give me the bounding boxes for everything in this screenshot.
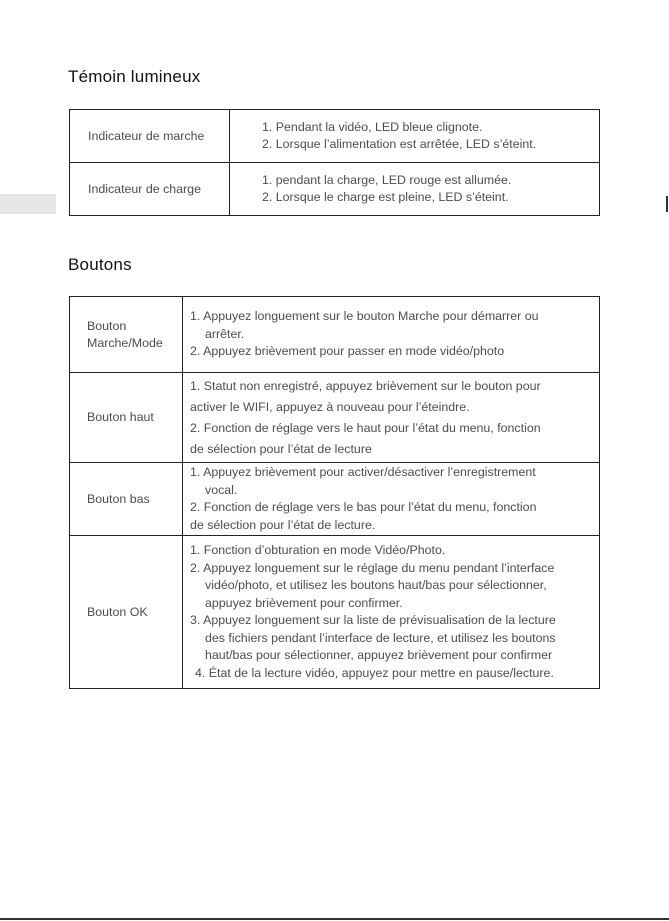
description-line: 4. État de la lecture vidéo, appuyez pour mettre en pause/lecture. <box>195 665 554 680</box>
section-title-boutons: Boutons <box>68 255 132 274</box>
description-line: 2. Appuyez brièvement pour passer en mode vidéo/photo <box>190 344 505 359</box>
description-line: 1. Statut non enregistré, appuyez brièvement sur le bouton pour <box>190 378 541 393</box>
description-line: de sélection pour l’état de lecture. <box>190 517 376 532</box>
description-line: 2. Fonction de réglage vers le bas pour l’état du menu, fonction <box>190 500 537 514</box>
description-line: haut/bas pour sélectionner, appuyez brièvement pour confirmer <box>205 648 553 662</box>
table-row <box>70 463 600 536</box>
row-label: Indicateur de charge <box>70 163 230 216</box>
description-line: vocal. <box>205 482 238 497</box>
description-line: appuyez brièvement pour confirmer. <box>205 595 403 610</box>
row-label-line: Marche/Mode <box>87 335 163 350</box>
table-row <box>70 163 600 216</box>
row-label <box>70 297 183 373</box>
row-description <box>230 110 600 163</box>
table-row <box>70 536 600 689</box>
row-label: Bouton bas <box>70 463 183 536</box>
description-line: 2. Lorsque le charge est pleine, LED s’éteint. <box>262 190 509 204</box>
temoin-table <box>69 109 600 216</box>
description-line: 1. Appuyez brièvement pour activer/désactiver l’enregistrement <box>190 465 536 479</box>
page-side-tab <box>0 194 56 214</box>
description-line: 1. pendant la charge, LED rouge est allumée. <box>262 173 512 187</box>
row-label: Bouton OK <box>70 536 183 689</box>
row-description <box>183 297 600 373</box>
description-line: vidéo/photo, et utilisez les boutons haut/bas pour sélectionner, <box>205 578 547 592</box>
table-row <box>70 373 600 463</box>
description-line: de sélection pour l’état de lecture <box>190 441 372 456</box>
table-row <box>70 297 600 373</box>
description-line: activer le WIFI, appuyez à nouveau pour l’éteindre. <box>190 399 470 414</box>
description-line: 1. Fonction d’obturation en mode Vidéo/Photo. <box>190 543 446 557</box>
description-line: 2. Lorsque l’alimentation est arrêtée, LED s’éteint. <box>262 137 537 151</box>
row-label-line: Bouton <box>87 318 127 333</box>
table-row <box>70 110 600 163</box>
description-line: 1. Appuyez longuement sur le bouton Marche pour démarrer ou <box>190 309 539 324</box>
row-label: Indicateur de marche <box>70 110 230 163</box>
row-label: Bouton haut <box>70 373 183 463</box>
description-line: des fichiers pendant l’interface de lecture, et utilisez les boutons <box>205 630 556 645</box>
bottom-rule <box>0 918 669 920</box>
description-line: 3. Appuyez longuement sur la liste de prévisualisation de la lecture <box>190 613 556 627</box>
description-line: arrêter. <box>205 326 245 341</box>
page-edge-mark <box>666 196 668 212</box>
row-description <box>183 536 600 689</box>
section-title-temoin: Témoin lumineux <box>68 67 201 86</box>
description-line: 2. Appuyez longuement sur le réglage du menu pendant l’interface <box>190 560 555 575</box>
row-description <box>183 463 600 536</box>
description-line: 2. Fonction de réglage vers le haut pour l’état du menu, fonction <box>190 420 541 435</box>
row-description <box>183 373 600 463</box>
boutons-table <box>69 296 600 689</box>
description-line: 1. Pendant la vidéo, LED bleue clignote. <box>262 120 483 134</box>
row-description <box>230 163 600 216</box>
